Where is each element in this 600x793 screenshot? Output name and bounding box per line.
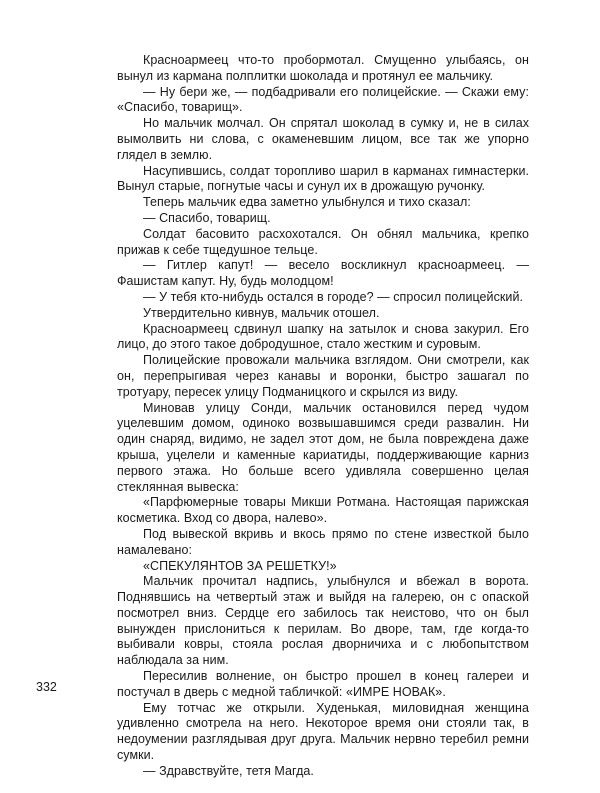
paragraph: Красноармеец что-то пробормотал. Смущенно улыбаясь, он вынул из кармана полплитки шоколада и протянул ее мальчику. (117, 53, 529, 83)
paragraph: Но мальчик молчал. Он спрятал шоколад в сумку и, не в силах вымолвить ни слова, с окаменевшим лицом, все так же упорно глядел в землю. (117, 116, 529, 162)
paragraph: — Гитлер капут! — весело воскликнул красноармеец. — Фашистам капут. Ну, будь молодцом! (117, 258, 529, 289)
paragraph: «СПЕКУЛЯНТОВ ЗА РЕШЕТКУ!» (143, 558, 337, 573)
paragraph: Мальчик прочитал надпись, улыбнулся и вбежал в ворота. Поднявшись на четвертый этаж и выйдя на галерею, он с опаской посмотрел вниз. Сердце его забилось так неистово, что он был вынужден прислониться к перилам. Во дворе, там, где когда-то выбивали ковры, стояла рослая дворничиха и с любопытством наблюдала за ним. (117, 574, 529, 668)
paragraph: — Ну бери же, — подбадривали его полицейские. — Скажи ему: «Спасибо, товарищ». (117, 84, 529, 115)
page-number: 332 (36, 680, 57, 694)
paragraph: Теперь мальчик едва заметно улыбнулся и тихо сказал: (143, 195, 471, 210)
paragraph: Миновав улицу Сонди, мальчик остановился перед чудом уцелевшим домом, одиноко возвышавшимся среди развалин. Ни один снаряд, видимо, не задел этот дом, не была повреждена даже крыша, уцелели и каменные кариатиды, поддерживающие карниз первого этажа. Но больше всего удивляла совершенно целая стеклянная вывеска: (117, 400, 529, 494)
paragraph: Красноармеец сдвинул шапку на затылок и снова закурил. Его лицо, до этого такое добродушное, стало жестким и суровым. (117, 321, 529, 352)
paragraph: Под вывеской вкривь и вкось прямо по стене известкой было намалевано: (117, 526, 529, 557)
paragraph: Солдат басовито расхохотался. Он обнял мальчика, крепко прижав к себе тщедушное тельце. (117, 226, 529, 257)
paragraph: — Здравствуйте, тетя Магда. (143, 763, 314, 778)
paragraph: Утвердительно кивнув, мальчик отошел. (143, 305, 380, 320)
paragraph: «Парфюмерные товары Микши Ротмана. Настоящая парижская косметика. Вход со двора, налево». (117, 495, 529, 526)
body-text (117, 53, 529, 780)
paragraph: Пересилив волнение, он быстро прошел в конец галереи и постучал в дверь с медной табличкой: «ИМРЕ НОВАК». (117, 669, 529, 699)
paragraph: — У тебя кто-нибудь остался в городе? — спросил полицейский. (143, 289, 524, 304)
paragraph: Ему тотчас же открыли. Худенькая, миловидная женщина удивленно смотрела на него. Некоторое время они стояли так, в недоумении разглядывая друг друга. Мальчик нервно теребил ремни сумки. (117, 700, 529, 763)
paragraph: — Спасибо, товарищ. (143, 210, 271, 225)
paragraph: Насупившись, солдат торопливо шарил в карманах гимнастерки. Вынул старые, погнутые часы и сунул их в дрожащую ручонку. (117, 163, 529, 194)
paragraph: Полицейские провожали мальчика взглядом. Они смотрели, как он, перепрыгивая через канавы и воронки, быстро зашагал по тротуару, пересек улицу Подманицкого и скрылся из виду. (117, 353, 529, 399)
